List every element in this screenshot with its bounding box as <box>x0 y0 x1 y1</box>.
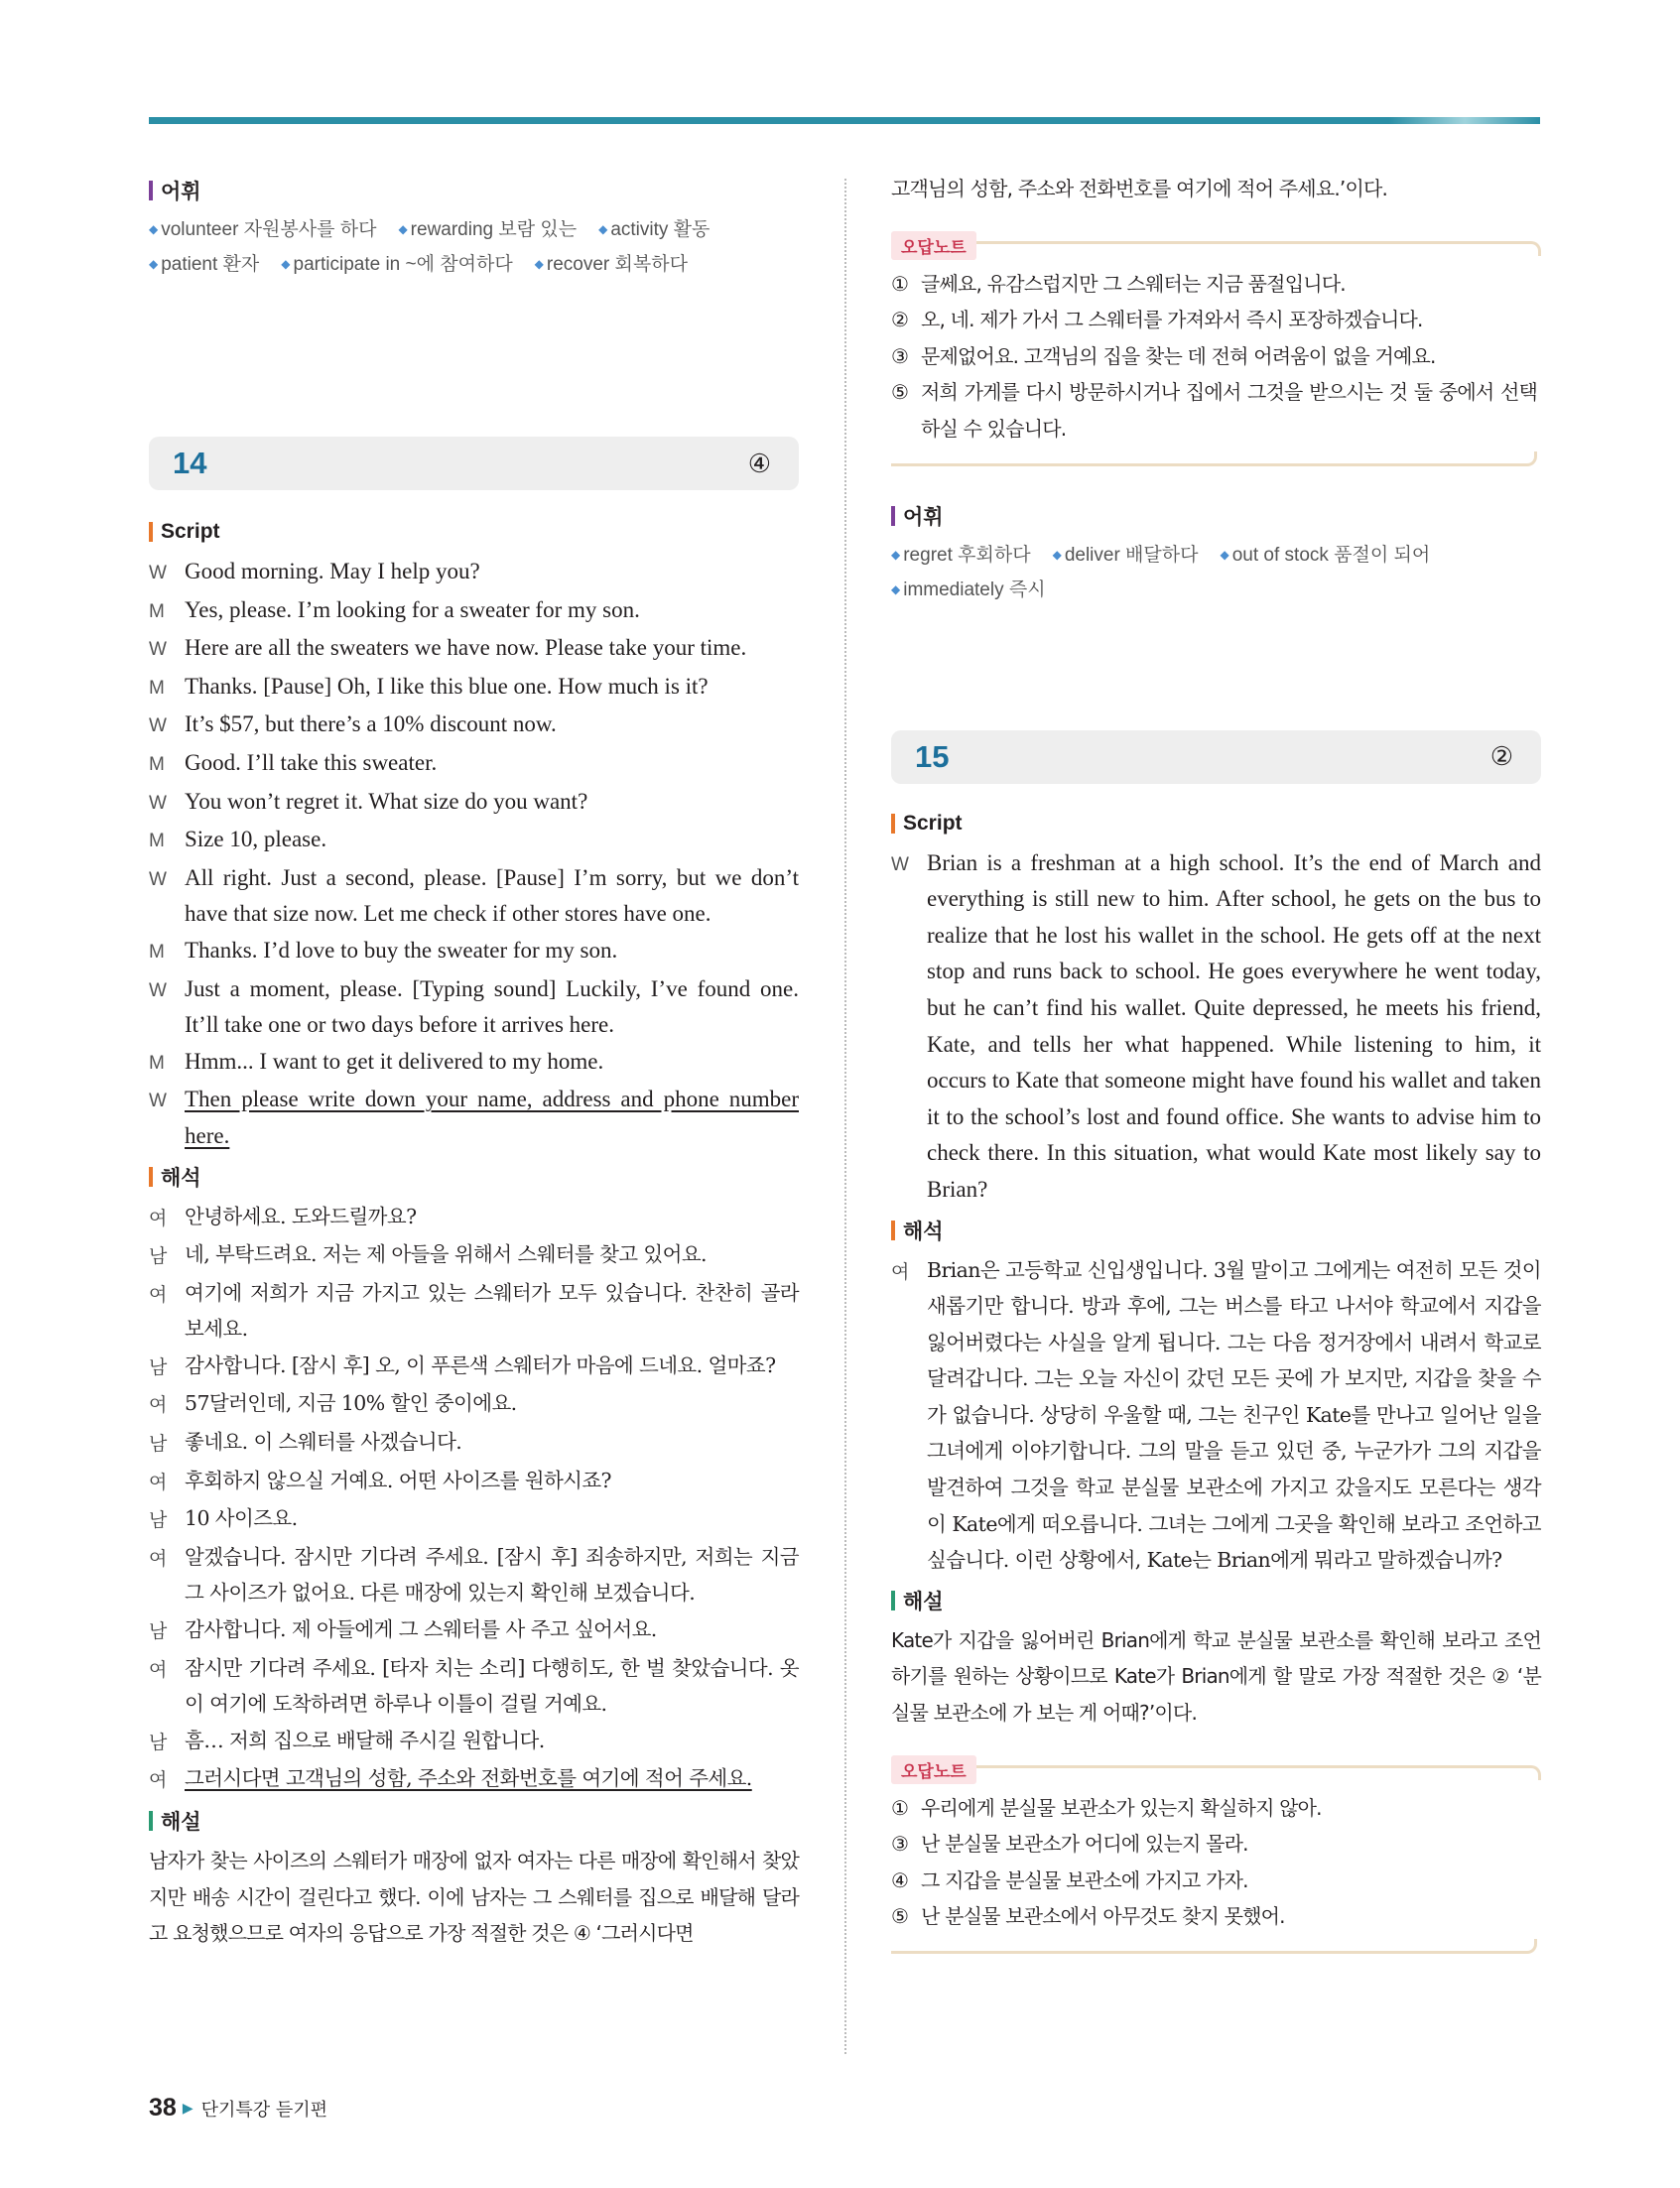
question-14-header <box>149 437 799 490</box>
note-label: 오답노트 <box>891 1755 976 1784</box>
translation-heading: 해석 <box>891 1217 1541 1244</box>
script-heading: Script <box>149 518 799 546</box>
answer-mark: ② <box>1489 741 1513 772</box>
script-line: W You won’t regret it. What size do you want? <box>149 788 588 814</box>
page-footer <box>149 2094 327 2123</box>
script-line: M Hmm... I want to get it delivered to my home. <box>149 1048 604 1074</box>
translation-line: 남 흠… 저희 집으로 배달해 주시길 원합니다. <box>149 1728 545 1753</box>
translation-line: 여 57달러인데, 지금 10% 할인 중이에요. <box>149 1391 517 1417</box>
translation-line: 남 감사합니다. [잠시 후] 오, 이 푸른색 스웨터가 마음에 드네요. 얼마죠? <box>149 1352 776 1378</box>
script-line: W Brian is a freshman at a high school. It’s the end of March and everything is still new to him. After school, he gets on the bus to realize that he lost his wallet in the school. He gets off at the next stop and runs back to school. He goes everywhere he went today, but he can’t find his wallet. Quite depressed, he meets his friend, Kate, and tells her what happened. While listening to him, it occurs to Kate that someone might have found his wallet and taken it to the school’s lost and found office. She wants to advise him to check there. In this situation, what would Kate most likely say to Brian? <box>891 849 1541 1202</box>
note-item: ③ 문제없어요. 고객님의 집을 찾는 데 전혀 어려움이 없을 거예요. <box>891 343 1436 368</box>
script-line: W Just a moment, please. [Typing sound] Luckily, I’ve found one. It’ll take one or two days before it arrives here. <box>149 975 799 1038</box>
left-column <box>149 177 799 1952</box>
script-line: M Thanks. [Pause] Oh, I like this blue one. How much is it? <box>149 673 709 699</box>
question-number: 15 <box>915 738 950 774</box>
translation-line: 여 Brian은 고등학교 신입생입니다. 3월 말이고 그에게는 여전히 모든 것이 새롭기만 합니다. 방과 후에, 그는 버스를 타고 나서야 학교에서 지갑을 잃어버렸다는 사실을 알게 됩니다. 그는 다음 정거장에서 내려서 학교로 달려갑니다. 그는 오늘 자신이 갔던 모든 곳에 가 보지만, 지갑을 찾을 수가 없습니다. 상당히 우울할 때, 그는 친구인 Kate를 만나고 일어난 일을 그녀에게 이야기합니다. 그의 말을 듣고 있던 중, 누군가가 그의 지갑을 발견하여 그것을 학교 분실물 보관소에 가지고 갔을지도 모른다는 생각이 Kate에게 떠오릅니다. 그녀는 그에게 그곳을 확인해 보라고 조언하고 싶습니다. 이런 상황에서, Kate는 Brian에게 뭐라고 말하겠습니까? <box>891 1257 1541 1573</box>
explanation-15: Kate가 지갑을 잃어버린 Brian에게 학교 분실물 보관소를 확인해 보라고 조언하기를 원하는 상황이므로 Kate가 Brian에게 할 말로 가장 적절한 것은 ② ‘분실물 보관소에 가 보는 게 어때?’이다. <box>891 1627 1541 1726</box>
vocab-heading: 어휘 <box>149 177 799 204</box>
script-line: W All right. Just a second, please. [Pause] I’m sorry, but we don’t have that size now. Let me check if other stores have one. <box>149 864 799 927</box>
translation-line: 여 후회하지 않으실 거예요. 어떤 사이즈를 원하시죠? <box>149 1468 611 1493</box>
vocab-item: ◆ participate in ~에 참여하다 <box>281 254 513 275</box>
note-item: ⑤ 난 분실물 보관소에서 아무것도 찾지 못했어. <box>891 1904 1285 1929</box>
answer-mark: ④ <box>747 448 771 478</box>
script-line: W It’s $57, but there’s a 10% discount now. <box>149 711 557 737</box>
translation-line: 남 10 사이즈요. <box>149 1506 298 1532</box>
question-15-header <box>891 730 1541 784</box>
vocab-item: ◆ patient 환자 <box>149 254 260 275</box>
note-item: ① 글쎄요, 유감스럽지만 그 스웨터는 지금 품절입니다. <box>891 271 1346 296</box>
vocab-item: ◆ recover 회복하다 <box>534 254 688 275</box>
script-15 <box>891 845 1541 1209</box>
script-line: M Yes, please. I’m looking for a sweater for my son. <box>149 596 640 622</box>
translation-15 <box>891 1252 1541 1579</box>
wrong-answer-note-14 <box>891 217 1541 480</box>
script-line: M Thanks. I’d love to buy the sweater for my son. <box>149 937 618 963</box>
vocab-list <box>891 538 1541 607</box>
triangle-icon: ▶ <box>182 2100 194 2116</box>
script-line-answer: W Then please write down your name, address and phone number here. <box>149 1087 799 1148</box>
column-divider <box>844 179 846 2054</box>
vocab-item: ◆ activity 활동 <box>598 219 711 240</box>
translation-heading: 해석 <box>149 1163 799 1191</box>
vocab-item: ◆ regret 후회하다 <box>891 544 1031 566</box>
vocab-item: ◆ immediately 즉시 <box>891 579 1046 600</box>
note-item: ① 우리에게 분실물 보관소가 있는지 확실하지 않아. <box>891 1795 1322 1820</box>
note-label: 오답노트 <box>891 231 976 260</box>
translation-line: 여 알겠습니다. 잠시만 기다려 주세요. [잠시 후] 죄송하지만, 저희는 지금 그 사이즈가 없어요. 다른 매장에 있는지 확인해 보겠습니다. <box>149 1544 799 1606</box>
vocab-heading: 어휘 <box>891 502 1541 530</box>
vocab-item: ◆ deliver 배달하다 <box>1052 544 1199 566</box>
note-item: ③ 난 분실물 보관소가 어디에 있는지 몰라. <box>891 1832 1248 1857</box>
script-heading: Script <box>891 810 1541 837</box>
note-item: ② 오, 네. 제가 가서 그 스웨터를 가져와서 즉시 포장하겠습니다. <box>891 308 1423 332</box>
vocab-item: ◆ out of stock 품절이 되어 <box>1220 544 1431 566</box>
explanation-14: 남자가 찾는 사이즈의 스웨터가 매장에 없자 여자는 다른 매장에 확인해서 찾았지만 배송 시간이 걸린다고 했다. 이에 남자는 그 스웨터를 집으로 배달해 달라고 요청했으므로 여자의 응답으로 가장 적절한 것은 ④ ‘그러시다면 <box>149 1849 799 1946</box>
header-rule-accent <box>1389 117 1540 124</box>
script-line: W Here are all the sweaters we have now. Please take your time. <box>149 635 747 661</box>
vocab-list <box>149 212 799 282</box>
script-14 <box>149 554 799 1155</box>
question-number: 14 <box>173 446 207 480</box>
translation-line-answer: 여 그러시다면 고객님의 성함, 주소와 전화번호를 여기에 적어 주세요. <box>149 1766 752 1792</box>
translation-line: 남 네, 부탁드려요. 저는 제 아들을 위해서 스웨터를 찾고 있어요. <box>149 1242 707 1268</box>
script-line: M Good. I’ll take this sweater. <box>149 749 438 775</box>
vocab-item: ◆ volunteer 자원봉사를 하다 <box>149 219 377 240</box>
right-column <box>891 177 1541 1968</box>
translation-line: 남 좋네요. 이 스웨터를 사겠습니다. <box>149 1430 462 1456</box>
explanation-heading: 해설 <box>149 1807 799 1835</box>
book-title: 단기특강 듣기편 <box>200 2099 328 2121</box>
wrong-answer-note-15 <box>891 1741 1541 1968</box>
translation-line: 남 감사합니다. 제 아들에게 그 스웨터를 사 주고 싶어서요. <box>149 1617 657 1643</box>
translation-line: 여 잠시만 기다려 주세요. [타자 치는 소리] 다행히도, 한 벌 찾았습니다. 옷이 여기에 도착하려면 하루나 이틀이 걸릴 거예요. <box>149 1655 799 1717</box>
explanation-heading: 해설 <box>891 1587 1541 1614</box>
page-number: 38 <box>149 2094 177 2122</box>
script-line: M Size 10, please. <box>149 827 327 852</box>
note-item: ⑤ 저희 가게를 다시 방문하시거나 집에서 그것을 받으시는 것 둘 중에서 선택하실 수 있습니다. <box>891 380 1537 441</box>
note-item: ④ 그 지갑을 분실물 보관소에 가지고 가자. <box>891 1867 1248 1892</box>
translation-14 <box>149 1199 799 1800</box>
vocab-item: ◆ rewarding 보람 있는 <box>398 219 578 240</box>
script-line: W Good morning. May I help you? <box>149 559 480 583</box>
explanation-14-continued: 고객님의 성함, 주소와 전화번호를 여기에 적어 주세요.’이다. <box>891 177 1388 200</box>
header-rule <box>149 117 1540 124</box>
translation-line: 여 여기에 저희가 지금 가지고 있는 스웨터가 모두 있습니다. 찬찬히 골라 보세요. <box>149 1280 799 1342</box>
translation-line: 여 안녕하세요. 도와드릴까요? <box>149 1204 417 1229</box>
